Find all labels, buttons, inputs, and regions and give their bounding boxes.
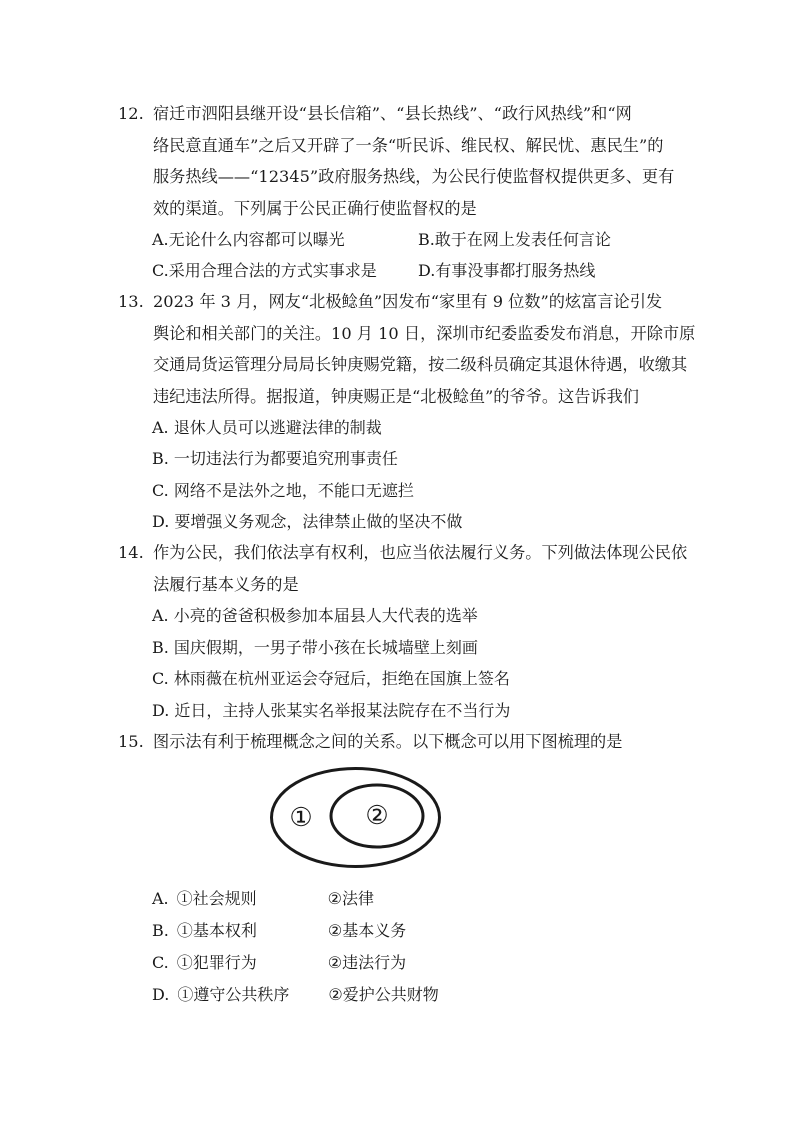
option-letter: B. [152, 921, 169, 940]
question-13 [118, 286, 698, 412]
option-b[interactable]: B.敢于在网上发表任何言论 [418, 230, 611, 249]
question-text-line: 法履行基本义务的是 [153, 574, 299, 594]
option-second-concept: ②基本义务 [327, 921, 407, 940]
option-letter: C. [152, 953, 169, 972]
option-a[interactable]: A. 小亮的爸爸积极参加本届县人大代表的选举 [152, 606, 478, 625]
question-text-line: 交通局货运管理分局局长钟庚赐党籍，按二级科员确定其退休待遇，收缴其 [153, 355, 688, 374]
question-text-line: 2023 年 3 月，网友“北极鲶鱼”因发布“家里有 9 位数”的炫富言论引发 [153, 292, 663, 311]
option-a[interactable]: A. 退休人员可以逃避法律的制裁 [152, 418, 382, 437]
question-number: 15. [118, 732, 144, 751]
option-a[interactable]: A.无论什么内容都可以曝光 [152, 230, 345, 249]
question-text-line: 作为公民，我们依法享有权利，也应当依法履行义务。下列做法体现公民依 [153, 543, 688, 562]
question-number: 12. [118, 104, 144, 123]
option-c[interactable]: C. 林雨薇在杭州亚运会夺冠后，拒绝在国旗上签名 [152, 669, 510, 688]
concept-diagram [268, 765, 443, 870]
option-first-concept: ①犯罪行为 [176, 953, 257, 972]
option-first-concept: ①遵守公共秩序 [177, 985, 290, 1004]
option-b[interactable] [152, 921, 406, 941]
question-number: 13. [118, 292, 144, 311]
option-second-concept: ②违法行为 [327, 953, 407, 972]
question-text-line: 舆论和相关部门的关注。10 月 10 日，深圳市纪委监委发布消息，开除市原 [153, 323, 696, 343]
option-c[interactable]: C. 网络不是法外之地，不能口无遮拦 [152, 481, 414, 500]
option-first-concept: ①基本权利 [176, 921, 257, 940]
option-b[interactable]: B. 一切违法行为都要追究刑事责任 [152, 449, 398, 468]
option-second-concept: ②爱护公共财物 [328, 985, 439, 1004]
question-12 [118, 98, 698, 224]
question-text-line: 服务热线——“12345”政府服务热线，为公民行使监督权提供更多、更有 [153, 167, 675, 186]
question-number: 14. [118, 543, 144, 562]
option-c[interactable]: C.采用合理合法的方式实事求是 [152, 261, 377, 280]
question-14 [118, 537, 698, 600]
option-d[interactable] [152, 985, 439, 1005]
option-b[interactable]: B. 国庆假期，一男子带小孩在长城墙壁上刻画 [152, 638, 478, 657]
inner-label: ② [365, 801, 389, 831]
option-c[interactable] [152, 953, 406, 973]
option-a[interactable] [152, 889, 374, 909]
question-text-line: 违纪违法所得。据报道，钟庚赐正是“北极鲶鱼”的爷爷。这告诉我们 [153, 386, 639, 406]
question-text-line: 图示法有利于梳理概念之间的关系。以下概念可以用下图梳理的是 [153, 732, 623, 751]
option-d[interactable]: D. 要增强义务观念，法律禁止做的坚决不做 [152, 512, 463, 531]
option-letter: A. [152, 889, 169, 908]
option-second-concept: ②法律 [327, 889, 374, 908]
question-text-line: 效的渠道。下列属于公民正确行使监督权的是 [153, 198, 477, 218]
option-d[interactable]: D. 近日，主持人张某实名举报某法院存在不当行为 [152, 701, 511, 720]
option-first-concept: ①社会规则 [176, 889, 257, 908]
outer-label: ① [289, 803, 313, 833]
option-d[interactable]: D.有事没事都打服务热线 [418, 261, 596, 280]
question-15 [118, 726, 698, 758]
question-text-line: 络民意直通车”之后又开辟了一条“听民诉、维民权、解民忧、惠民生”的 [153, 135, 664, 155]
option-letter: D. [152, 985, 170, 1004]
question-text-line: 宿迁市泗阳县继开设“县长信箱”、“县长热线”、“政行风热线”和“网 [153, 104, 632, 123]
